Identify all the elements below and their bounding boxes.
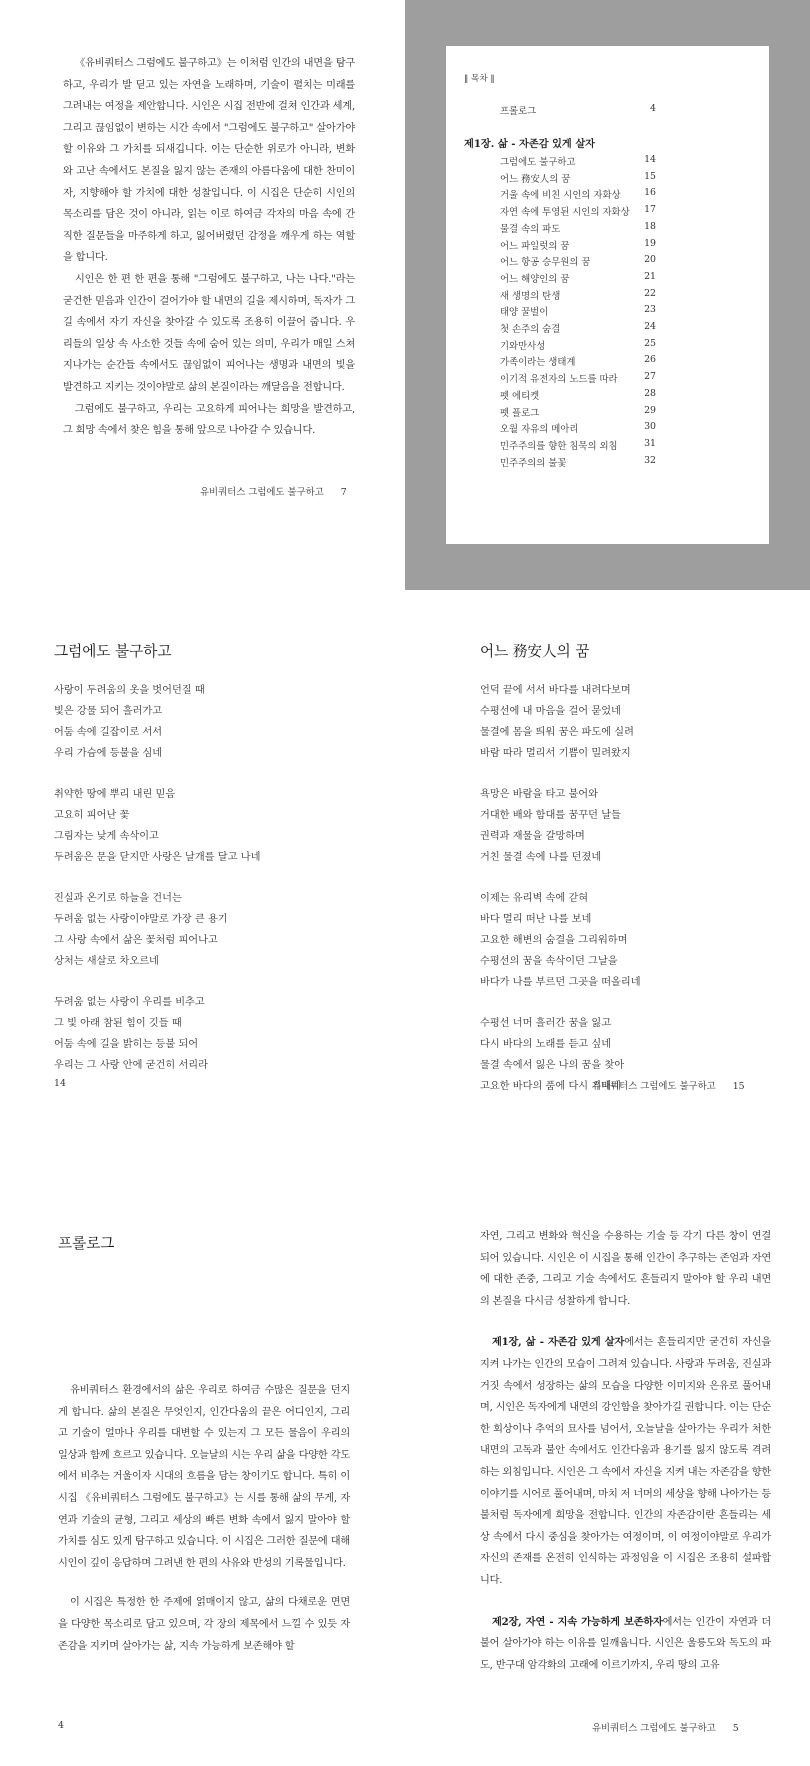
toc-item-title: 새 생명의 탄생	[500, 290, 561, 302]
paragraph-text: 에서는 인간이 자연과 더불어 살아가야 하는 이유를 일깨웁니다. 시인은 울릉도와 독도의 파도, 반구대 암각화의 고래에 이르기까지, 우리 땅의 고유	[480, 1616, 771, 1671]
toc-item-title: 어느 해양인의 꿈	[500, 273, 570, 285]
toc-prologue-title: 프롤로그	[500, 106, 537, 117]
poem-line: 그 사랑 속에서 삶은 꽃처럼 피어나고	[54, 935, 218, 946]
poem-title: 어느 務安人의 꿈	[480, 643, 590, 660]
poem-line: 그림자는 낮게 속삭이고	[54, 831, 159, 842]
poem-line: 물결에 몸을 띄워 꿈은 파도에 실려	[480, 727, 634, 738]
paragraph: 유비쿼터스 환경에서의 삶은 우리로 하여금 수많은 질문을 던지게 합니다. 삶의 본질은 무엇인지, 인간다움의 끝은 어디인지, 그리고 기술이 얼마나 우리를 대변할 수 있는지 그 모든 물음이 우리의 일상과 함께 흐르고 있습니다. 오늘날의 시는 우리 삶을 다양한 각도에서 비추는 거울이자 시대의 흐름을 담는 창이기도 합니다. 특히 이 시집 《유비쿼터스 그럼에도 불구하고》는 시를 통해 삶의 무게, 자연과 기술의 균형, 그리고 세상의 빠른 변화 속에서 잃지 말아야 할 가치를 심도 있게 탐구하고 있습니다. 이 시집은 그러한 질문에 대해 시인이 깊이 응답하며 그려낸 한 편의 사유와 반성의 기록물입니다.	[58, 1385, 350, 1569]
poem-line: 바다가 나를 부르던 그곳을 떠올리네	[480, 977, 641, 988]
page-number: 7	[340, 487, 347, 498]
poem-line: 어둠 속에 길잡이로 서서	[54, 727, 163, 738]
toc-prologue-page: 4	[650, 103, 656, 114]
running-title: 유비쿼터스 그럼에도 불구하고	[592, 1723, 716, 1734]
toc-item-title: 그럼에도 불구하고	[500, 157, 576, 168]
poem-line: 언덕 끝에 서서 바다를 내려다보며	[480, 685, 631, 696]
chapter-heading: 제1장, 삶 - 자존감 있게 살자	[492, 1336, 625, 1349]
poem-line: 우리는 그 사랑 안에 굳건히 서리라	[54, 1060, 208, 1071]
poem-line: 바다 멀리 떠난 나를 보네	[480, 914, 592, 925]
chapter-heading: 제2장, 자연 - 지속 가능하게 보존하자	[492, 1615, 663, 1628]
toc-item-title: 어느 파일럿의 꿈	[500, 240, 570, 252]
toc-item-page: 31	[644, 437, 656, 449]
running-title: 유비쿼터스 그럼에도 불구하고	[200, 487, 324, 498]
poem-line: 어둠 속에 길을 밝히는 등불 되어	[54, 1039, 199, 1050]
stanza	[54, 888, 260, 972]
running-title: 유비쿼터스 그럼에도 불구하고	[592, 1081, 716, 1092]
poem-line: 수평선에 내 마음을 걸어 묻었네	[480, 706, 621, 717]
toc-item-page: 17	[644, 204, 656, 216]
poem-line: 다시 바다의 노래를 듣고 싶네	[480, 1039, 612, 1050]
toc-card	[446, 46, 769, 544]
toc-item-title: 태양 꿀벌이	[500, 307, 549, 319]
toc-item-page: 19	[644, 237, 656, 249]
toc-item-title: 물결 속의 파도	[500, 223, 561, 235]
paragraph: 《유비쿼터스 그럼에도 불구하고》는 이처럼 인간의 내면을 탐구하고, 우리가 발 딛고 있는 자연을 노래하며, 기술이 펼치는 미래를 그려내는 여정을 제안합니다. 시인은 시집 전반에 걸쳐 인간과 세계, 그리고 끊임없이 변하는 시간 속에서 "그럼에도 불구하고" 살아가야 할 이유와 그 가치를 되새깁니다. 이는 단순한 위로가 아니라, 변화와 고난 속에서도 본질을 잃지 않는 존재의 아름다움에 대한 찬미이자, 지향해야 할 가치에 대한 성찰입니다. 이 시집은 단순히 시인의 목소리를 담은 것이 아니라, 읽는 이로 하여금 각자의 마음 속에 간직한 질문들을 마주하게 하고, 잃어버렸던 감정을 깨우게 하는 역할을 합니다.	[63, 58, 355, 264]
poem-title: 그럼에도 불구하고	[54, 643, 172, 660]
poem-line: 거대한 배와 함대를 꿈꾸던 날들	[480, 810, 621, 821]
paragraph: 시인은 한 편 한 편을 통해 "그럼에도 불구하고, 나는 나다."라는 굳건한 믿음과 인간이 걸어가야 할 내면의 길을 제시하며, 독자가 그 길 속에서 자기 자신을 찾아갈 수 있도록 조용히 이끌어 줍니다. 우리들의 일상 속 사소한 것들 속에 숨어 있는 의미, 우리가 매일 스쳐 지나가는 순간들 속에서도 끊임없이 피어나는 생명과 내면의 빛을 발견하고 지키는 것이야말로 삶의 본질이라는 깨달음을 전합니다.	[63, 273, 355, 393]
stanza	[480, 888, 641, 993]
poem-line: 빛은 강물 되어 흘러가고	[54, 706, 163, 717]
poem-line: 취약한 땅에 뿌리 내린 믿음	[54, 789, 176, 800]
toc-item-title: 펫 플로그	[500, 407, 540, 419]
poem-line: 욕망은 바람을 타고 불어와	[480, 789, 598, 800]
toc-item-page: 16	[644, 187, 656, 199]
page-7-footer	[200, 484, 347, 498]
toc-item-title: 민주주의의 불꽃	[500, 457, 567, 469]
stanza	[480, 784, 641, 868]
paragraph: 이 시집은 특정한 한 주제에 얽매이지 않고, 삶의 다채로운 면면을 다양한 목소리로 담고 있으며, 각 장의 제목에서 느낄 수 있듯 자존감을 지키며 살아가는 삶, 지속 가능하게 보존해야 할	[58, 1597, 350, 1652]
toc-item-page: 14	[644, 154, 656, 165]
page-number: 14	[54, 1078, 66, 1089]
toc-item-title: 자연 속에 투영된 시인의 자화상	[500, 207, 630, 219]
poem-line: 그 빛 아래 참된 힘이 깃들 때	[54, 1018, 182, 1029]
page-7-body	[63, 53, 355, 442]
poem-line: 상처는 새살로 차오르네	[54, 956, 159, 967]
toc-item-title: 민주주의를 향한 침묵의 외침	[500, 440, 618, 452]
poem-line: 수평선의 꿈을 속삭이던 그날을	[480, 956, 618, 967]
page-number: 4	[58, 1720, 64, 1731]
poem-line: 두려움 없는 사랑이야말로 가장 큰 용기	[54, 914, 228, 925]
poem-line: 수평선 너머 흘러간 꿈을 잃고	[480, 1018, 612, 1029]
toc-item-title: 기와만사성	[500, 340, 546, 352]
toc-item-page: 23	[644, 304, 656, 316]
page-5-body	[480, 1226, 771, 1676]
prologue-title: 프롤로그	[58, 1235, 115, 1252]
poem-line: 사랑이 두려움의 옷을 벗어던질 때	[54, 685, 205, 696]
poem-line: 우리 가슴에 등불을 심네	[54, 748, 163, 759]
toc-item-title: 가족이라는 생태계	[500, 357, 576, 369]
poem-line: 두려움 없는 사랑이 우리를 비추고	[54, 997, 205, 1008]
page-number: 5	[732, 1723, 739, 1734]
toc-label: ‖ 목차 ‖	[464, 74, 495, 84]
stanza	[54, 992, 260, 1076]
toc-item-title: 펫 에티켓	[500, 390, 540, 402]
toc-item-page: 21	[644, 270, 656, 282]
poem-line: 고요히 피어난 꽃	[54, 810, 130, 821]
poem-line: 물결 속에서 잃은 나의 꿈을 찾아	[480, 1060, 625, 1071]
paragraph	[480, 1226, 771, 1312]
toc-chapter-1: 제1장. 삶 - 자존감 있게 살자	[464, 138, 596, 150]
toc-item-page: 15	[644, 170, 656, 182]
poem-line: 바람 따라 멀리서 기쁨이 밀려왔지	[480, 748, 631, 759]
toc-item-page: 22	[644, 287, 656, 299]
toc-item-page: 26	[644, 354, 656, 366]
toc-item-page: 18	[644, 220, 656, 232]
paragraph-text: 자연, 그리고 변화와 혁신을 수용하는 기술 등 각기 다른 창이 연결되어 있습니다. 시인은 이 시집을 통해 인간이 추구하는 존엄과 자연에 대한 존중, 그리고 기술 속에서도 흔들리지 말아야 할 우리 내면의 본질을 다시금 성찰하게 합니다.	[480, 1231, 771, 1307]
toc-item-page: 32	[644, 454, 656, 466]
poem-line: 두려움은 문을 닫지만 사랑은 날개를 달고 나네	[54, 852, 261, 863]
poem-body	[54, 680, 260, 1096]
paragraph	[480, 1332, 771, 1591]
toc-item-title: 첫 손주의 숨결	[500, 324, 561, 335]
toc-item-page: 30	[644, 421, 656, 433]
paragraph: 그럼에도 불구하고, 우리는 고요하게 피어나는 희망을 발견하고, 그 희망 속에서 찾은 힘을 통해 앞으로 나아갈 수 있습니다.	[63, 403, 355, 437]
toc-item-page: 24	[644, 321, 656, 332]
toc-item-title: 오월 자유의 메아리	[500, 424, 579, 436]
page-5-footer	[592, 1720, 739, 1734]
page-4-body	[58, 1380, 350, 1657]
toc-item-title: 거울 속에 비친 시인의 자화상	[500, 190, 621, 202]
toc-item-page: 25	[644, 337, 656, 349]
poem-line: 진실과 온기로 하늘을 건너는	[54, 893, 182, 904]
toc-item-title: 어느 務安人의 꿈	[500, 173, 571, 185]
stanza	[54, 680, 260, 764]
poem-line: 고요한 해변의 숨결을 그리워하며	[480, 935, 628, 946]
toc-item-title: 어느 항공 승무원의 꿈	[500, 257, 591, 269]
page-15-footer	[592, 1078, 745, 1092]
toc-item-page: 20	[644, 254, 656, 266]
paragraph	[480, 1612, 771, 1677]
stanza	[480, 680, 641, 764]
page-number: 15	[732, 1081, 745, 1092]
poem-body	[480, 680, 641, 1117]
poem-line: 거친 물결 속에 나를 던졌네	[480, 852, 602, 863]
poem-line: 고요한 바다의 품에 다시 기대네	[480, 1081, 621, 1092]
stanza	[54, 784, 260, 868]
toc-item-title: 이기적 유전자의 노드를 따라	[500, 374, 618, 386]
poem-line: 이제는 유리벽 속에 갇혀	[480, 893, 589, 904]
toc-item-page: 27	[644, 371, 656, 383]
paragraph-text: 에서는 흔들리지만 굳건히 자신을 지켜 나가는 인간의 모습이 그려져 있습니다. 사랑과 두려움, 진실과 거짓 속에서 성장하는 삶의 모습을 다양한 이미지와 은유로 풀어내며, 시인은 독자에게 내면의 강인함을 찾아가길 권합니다. 이는 단순한 회상이나 추억의 묘사를 넘어서, 오늘날을 살아가는 우리가 처한 내면의 고독과 불안 속에서도 인간다움과 용기를 잃지 않도록 격려하는 외침입니다. 시인은 그 속에서 자신을 지켜 내는 자존감을 향한 이야기를 시어로 풀어내며, 마치 저 너머의 세상을 향해 나아가는 등불처럼 독자에게 희망을 전합니다. 인간의 자존감이란 흔들리는 세상 속에서 다시 중심을 찾아가는 여정이며, 이 여정이야말로 우리가 자신의 존재를 온전히 인식하는 과정임을 이 시집은 조용히 설파합니다.	[480, 1337, 771, 1586]
toc-item-page: 28	[644, 387, 656, 399]
toc-item-page: 29	[644, 404, 656, 416]
poem-line: 권력과 재물을 갈망하며	[480, 831, 585, 842]
